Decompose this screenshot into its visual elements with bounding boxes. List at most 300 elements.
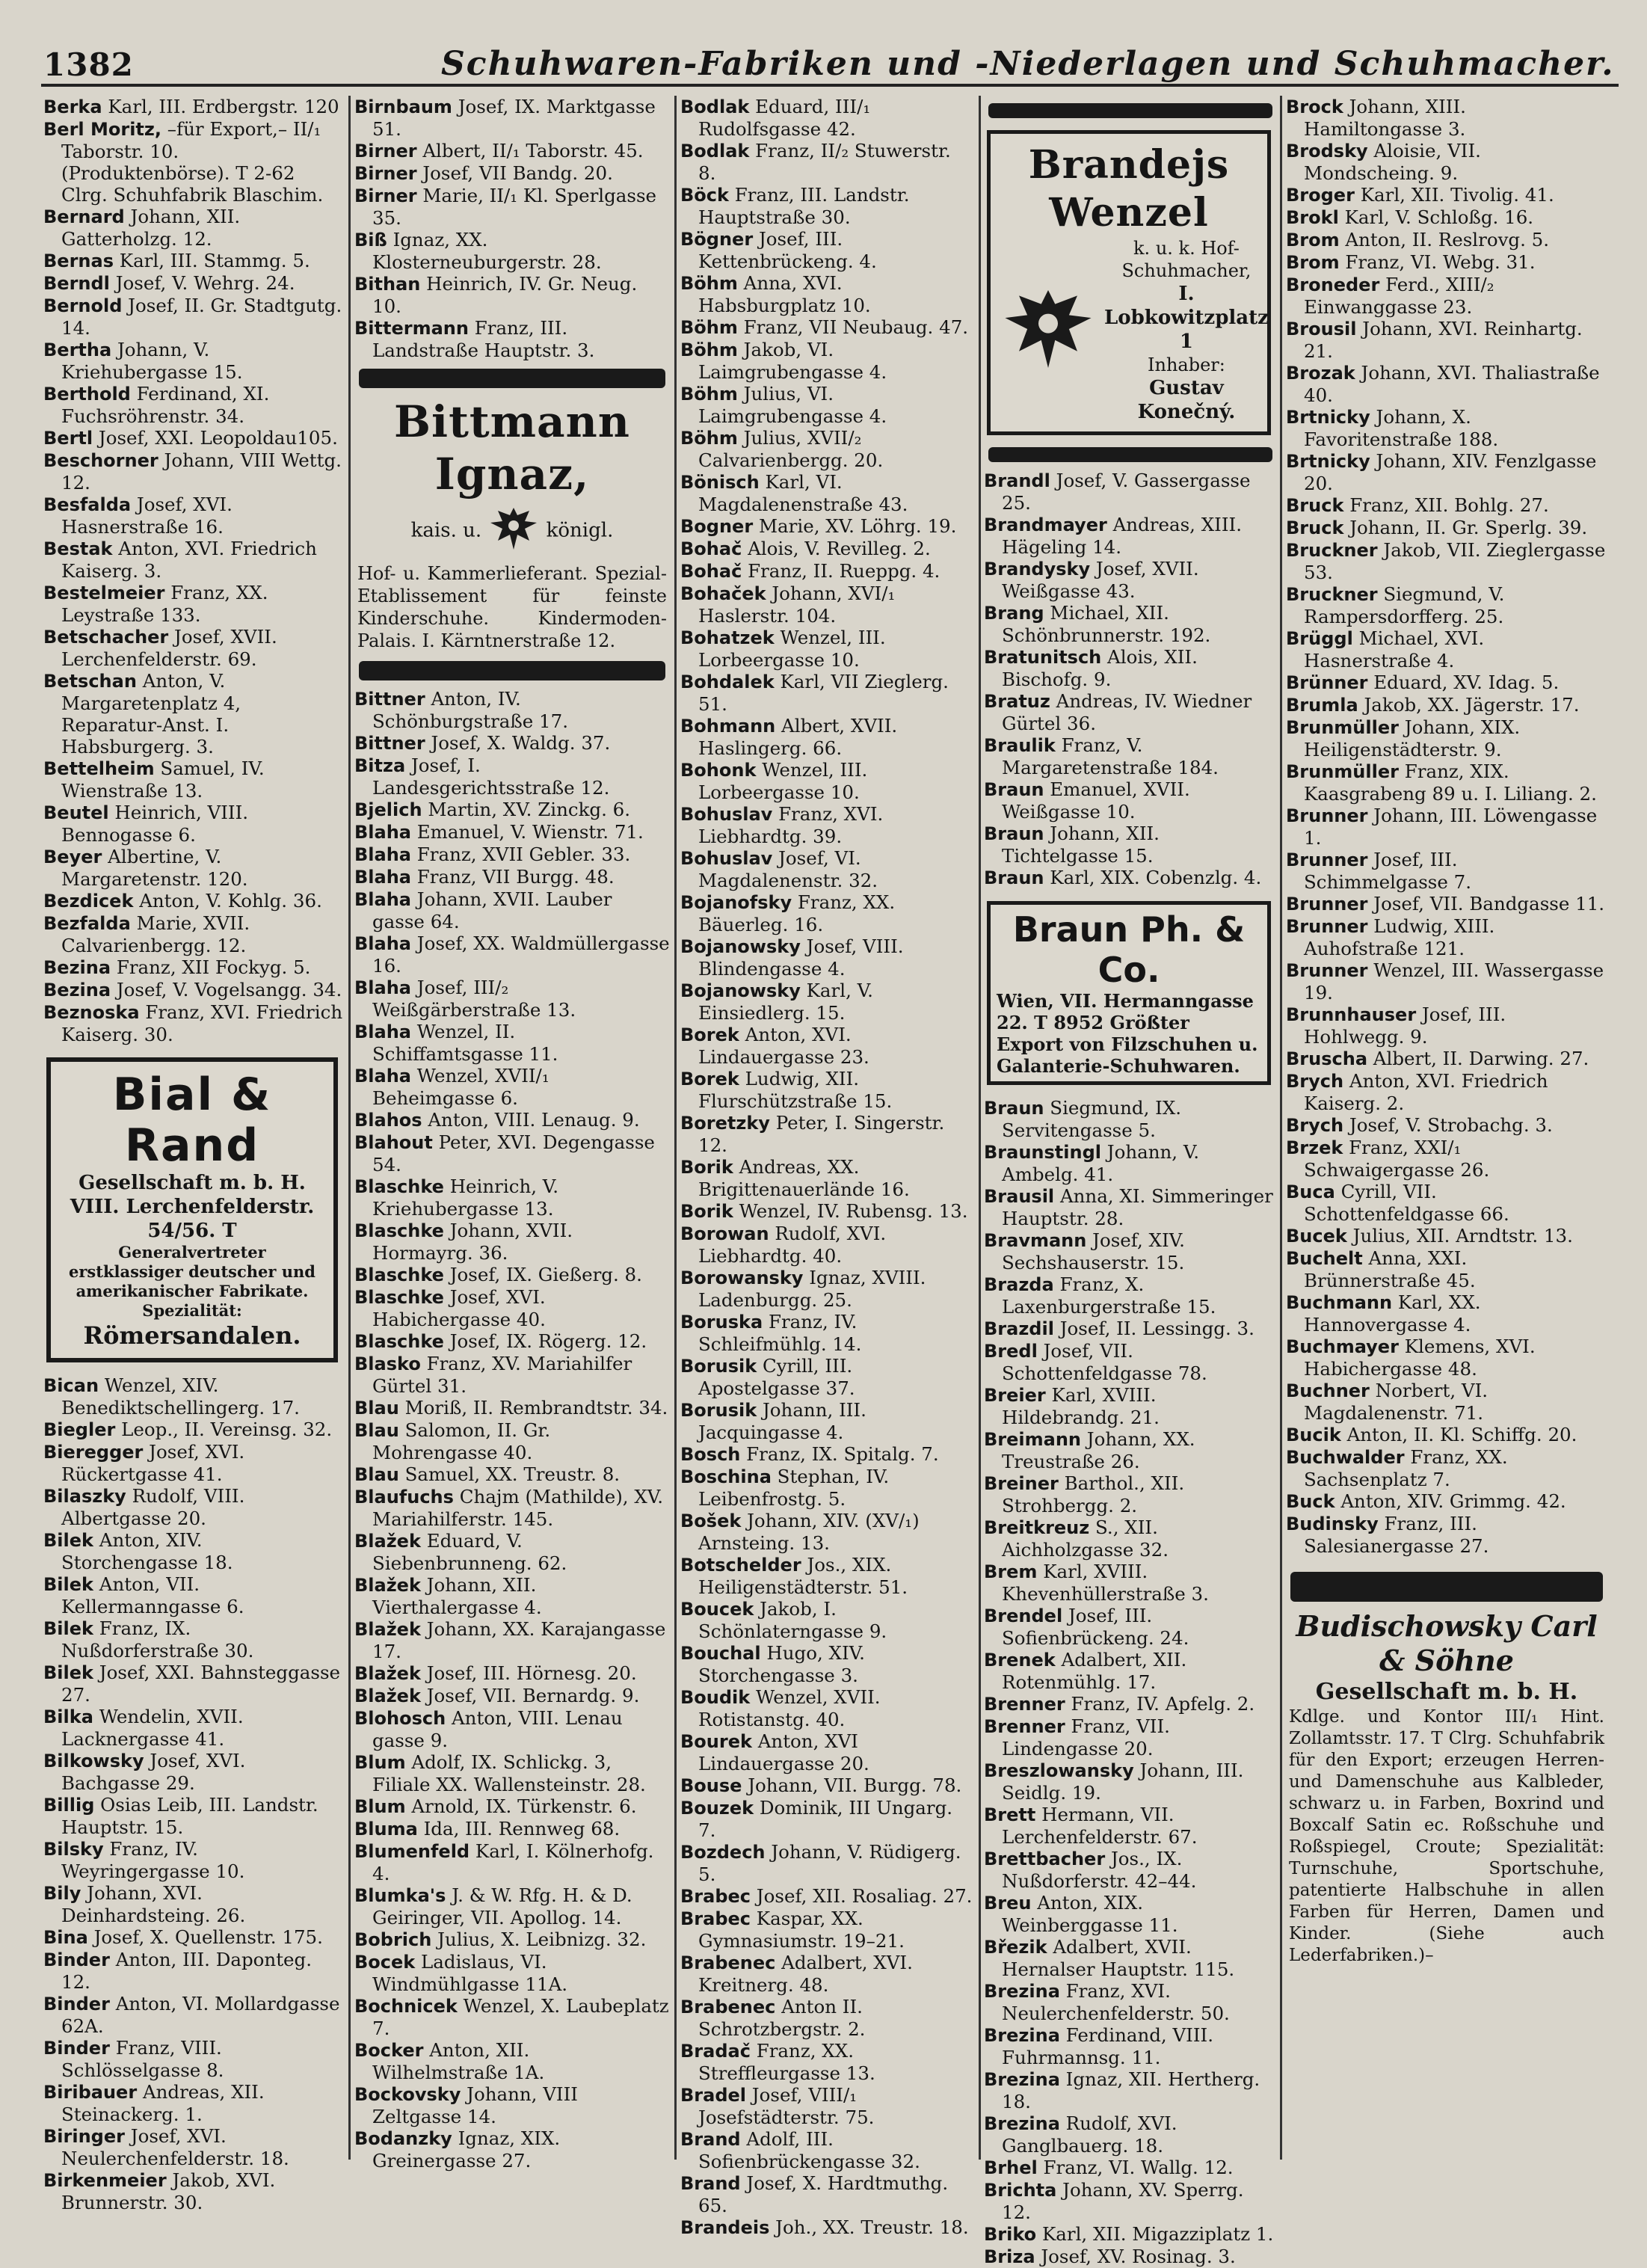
entry-name: Braun [984,779,1044,800]
directory-entry [43,1374,344,1419]
directory-entry [43,846,344,890]
entry-name: Bohdalek [680,672,775,692]
directory-entry [43,626,344,670]
directory-entry [43,2125,344,2169]
entry-address: Karl, XVIII. Khevenhüllerstraße 3. [1002,1561,1209,1605]
directory-entry [1286,1446,1607,1490]
ad-bial-line3: Generalvertreter erstklassiger deutscher und amerikanischer Fabrikate. Spezialität: [69,1243,315,1320]
directory-entry [354,2127,670,2172]
directory-entry [43,1001,344,1045]
entry-address: Karl, XX. Hannovergasse 4. [1304,1291,1481,1336]
directory-entry [1286,1114,1607,1137]
directory-entry [984,2112,1277,2157]
column-4 [984,96,1277,2267]
entry-name: Binder [43,2038,110,2059]
entry-address: Joh., XX. Treustr. 18. [769,2216,969,2238]
directory-entry [43,956,344,979]
directory-entry [680,803,973,847]
directory-entry [984,2246,1277,2268]
directory-entry [354,755,670,799]
directory-entry [984,602,1277,646]
entry-address: Johann, V. Rüdigerg. 5. [698,1841,961,1885]
directory-entry [354,1618,670,1662]
entry-name: Boschina [680,1466,772,1487]
entry-address: Julius, XVII/₂ Calvarienbergg. 20. [698,427,884,471]
entry-name: Borek [680,1069,739,1090]
entry-address: Josef, X. Quellenstr. 175. [87,1926,323,1948]
entry-address: Josef, V. Gassergasse 25. [1002,470,1251,514]
column-separator [1280,96,1282,2160]
entry-name: Brtnicky [1286,407,1370,428]
directory-entry [43,802,344,846]
entry-name: Bohmann [680,716,776,737]
entry-name: Böhm [680,339,738,360]
entry-address: Emanuel, V. Wienstr. 71. [411,821,644,843]
entry-name: Brych [1286,1071,1344,1092]
entry-name: Brezina [984,2069,1060,2090]
directory-entry [354,1818,670,1840]
entry-name: Bruckner [1286,584,1378,605]
entry-address: Josef, XXI. Leopoldau105. [93,427,338,449]
entry-address: Anton, XVI. Lindauergasse 23. [698,1024,869,1068]
directory-entry [43,2037,344,2081]
entry-name: Beznoska [43,1002,140,1023]
directory-entry [354,1707,670,1751]
entry-address: Wenzel, XVII. Rotistanstg. 40. [698,1686,881,1730]
entry-address: Norbert, VI. Magdalenenstr. 71. [1304,1380,1489,1424]
directory-entry [354,1286,670,1330]
page-number: 1382 [43,46,134,83]
entry-address: Josef, XV. Rosinag. 3. [1035,2246,1236,2267]
entry-name: Blaha [354,977,411,998]
directory-entry [1286,672,1607,694]
directory-entry [680,1399,973,1443]
entry-address: Wenzel, XVII/₁ Beheimgasse 6. [372,1065,549,1109]
entry-address: Franz, XXI/₁ Schwaigergasse 26. [1304,1137,1490,1181]
ad-bittmann-body: Hof- u. Kammerlieferant. Spezial-Etablissement für feinste Kinderschuhe. Kindermoden-Palais. I. Kärntnerstraße 12. [357,563,667,651]
column-1 [43,96,344,2213]
directory-entry [1286,1490,1607,1513]
entry-name: Bozdech [680,1842,766,1863]
entry-address: Josef, V. Strobachg. 3. [1343,1114,1553,1136]
entry-name: Böck [680,185,729,206]
entry-name: Brom [1286,252,1340,273]
entry-name: Beyer [43,846,102,867]
entry-address: Siegmund, IX. Servitengasse 5. [1002,1097,1182,1141]
directory-entry [43,1926,344,1949]
directory-entry [984,1936,1277,1980]
directory-entry [680,1598,973,1642]
entry-name: Böhm [680,317,738,338]
entry-address: Hermann, VII. Lerchenfelderstr. 67. [1002,1804,1198,1848]
entry-address: Anton, II. Reslrovg. 5. [1339,229,1550,251]
entry-address: Johann, XV. Sperrg. 12. [1002,2179,1244,2223]
ad-brandejs-name: Brandejs Wenzel [1028,142,1230,236]
entry-name: Brhel [984,2157,1038,2178]
ad-bittmann-crest-line [357,505,667,558]
entry-name: Blau [354,1464,399,1485]
entry-name: Brezina [984,2025,1060,2046]
entry-name: Bestelmeier [43,583,165,603]
entry-name: Borek [680,1024,739,1045]
directory-entry [43,757,344,802]
entry-name: Bohač [680,561,742,582]
entry-name: Bjelich [354,799,422,820]
directory-entry [680,184,973,228]
entry-address: Ludwig, XIII. Auhofstraße 121. [1304,915,1495,959]
entry-address: Johann, XVI/₁ Haslerstr. 104. [698,583,896,627]
directory-entry [1286,1225,1607,1247]
directory-entry [680,560,973,583]
entry-name: Brunner [1286,960,1368,981]
directory-entry [984,646,1277,690]
entry-address: Franz, IV. Apfelg. 2. [1065,1693,1255,1715]
ad-bittmann [357,396,667,652]
entry-address: Barthol., XII. Strohbergg. 2. [1002,1472,1185,1516]
entry-name: Brabenec [680,1997,776,2017]
entry-address: Wenzel, XIV. Benediktschellingerg. 17. [61,1374,300,1419]
directory-entry [43,538,344,582]
entry-address: Marie, II/₁ Kl. Sperlgasse 35. [372,185,657,229]
directory-entry [984,1605,1277,1649]
entry-address: Michael, XVI. Hasnerstraße 4. [1304,627,1485,672]
entry-name: Blum [354,1796,406,1817]
entry-name: Botschelder [680,1555,801,1576]
ad-brandejs-line4: Gustav Konečný. [1137,377,1236,423]
entry-address: Josef, X. Waldg. 37. [425,732,611,754]
directory-entry [354,1929,670,1951]
entry-name: Brand [680,2129,741,2150]
column-3 [680,96,973,2238]
directory-entry [680,1774,973,1797]
entry-name: Bocker [354,2040,424,2061]
entry-address: Johann, XIV. Fenzlgasse 20. [1304,450,1597,494]
directory-entry [984,1384,1277,1428]
directory-entry [680,1797,973,1841]
entry-address: Anton II. Schrotzbergstr. 2. [698,1996,866,2040]
entry-address: Anton, XIV. Grimmg. 42. [1334,1490,1566,1512]
directory-entry [354,273,670,317]
directory-entry [43,1838,344,1882]
directory-entry [680,759,973,803]
entry-name: Bican [43,1375,99,1396]
ad-bial-line2: VIII. Lerchenfelderstr. 54/56. T [70,1196,315,1242]
directory-entry [680,671,973,715]
directory-entry [680,538,973,560]
entry-name: Berthold [43,384,131,405]
entry-address: Anton, XVI. Friedrich Kaiserg. 3. [61,538,317,582]
entry-name: Brunner [1286,894,1368,915]
entry-address: Josef, IX. Marktgasse 51. [372,96,656,140]
entry-address: Rudolf, XVI. Ganglbauerg. 18. [1002,2112,1177,2157]
entry-address: Albert, II/₁ Taborstr. 45. [416,140,644,162]
entry-address: Adolf, IX. Schlickg. 3, Filiale XX. Wallensteinstr. 28. [372,1751,646,1795]
entry-address: Franz, VIII. Schlösselgasse 8. [61,2037,224,2081]
directory-entry [43,1529,344,1573]
entry-address: Karl, XII. Tivolig. 41. [1354,184,1554,206]
entry-name: Blaha [354,1021,411,1042]
entry-address: J. & W. Rfg. H. & D. Geiringer, VII. Apollog. 14. [372,1884,632,1929]
entry-address: Rudolf, XVI. Liebhardtg. 40. [698,1223,887,1267]
directory-entry [680,1024,973,1068]
directory-entry [984,1273,1277,1318]
entry-address: Karl, VI. Magdalenenstraße 43. [698,471,908,515]
directory-entry [1286,1336,1607,1380]
entry-address: Ludwig, XII. Flurschützstraße 15. [698,1068,893,1112]
entry-name: Bocek [354,1952,416,1973]
directory-entry [680,1311,973,1355]
directory-entry [680,272,973,316]
directory-entry [1286,362,1607,406]
directory-entry [354,932,670,977]
directory-entry [354,162,670,185]
directory-entry [354,2039,670,2083]
directory-entry [680,2172,973,2216]
directory-entry [43,449,344,494]
directory-entry [984,2223,1277,2246]
entry-name: Brtnicky [1286,451,1370,472]
directory-entry [354,1220,670,1264]
entry-address: Franz, X. Laxenburgerstraße 15. [1002,1273,1216,1318]
entry-address: Josef, X. Hardtmuthg. 65. [698,2172,949,2216]
ad-bial-line1: Gesellschaft m. b. H. [78,1172,306,1194]
entry-address: Josef, XVI. Bachgasse 29. [61,1750,246,1794]
entry-name: Bruckner [1286,540,1378,561]
entry-name: Bobrich [354,1929,432,1950]
directory-entry [680,1841,973,1885]
entry-name: Brandl [984,470,1050,491]
entry-name: Blau [354,1420,399,1441]
entry-address: Franz, XX. Sachsenplatz 7. [1304,1446,1508,1490]
entries-col5a [1286,96,1607,1557]
entry-address: Josef, V. Vogelsangg. 34. [111,979,342,1001]
directory-entry [354,843,670,866]
entry-name: Bittner [354,689,425,710]
directory-entry [354,732,670,755]
directory-entry [984,1561,1277,1605]
directory-entry [1286,627,1607,672]
entry-name: Borusik [680,1356,757,1377]
entry-name: Brunmüller [1286,717,1399,738]
entry-address: Marie, XV. Löhrg. 19. [753,515,957,537]
entry-address: Julius, XII. Arndtstr. 13. [1346,1225,1573,1247]
entry-address: Johann, V. Ambelg. 41. [1002,1141,1200,1185]
directory-entry [680,383,973,427]
entry-name: Borusik [680,1400,757,1421]
entry-name: Boretzky [680,1113,770,1134]
directory-entry [680,140,973,184]
directory-entry [984,470,1277,514]
directory-entry [354,1109,670,1131]
entry-address: Franz, VII Neubaug. 47. [737,316,969,338]
entry-address: Anton, III. Daponteg. 12. [61,1949,313,1993]
entry-name: Boudik [680,1687,751,1708]
entry-address: Anton, V. Kohlg. 36. [133,890,322,912]
directory-entry [984,1185,1277,1229]
directory-entry [354,1951,670,1995]
directory-entry [354,1419,670,1463]
eagle-crest-icon [1000,280,1097,381]
entry-address: Josef, XXI. Bahnsteggasse 27. [61,1662,341,1706]
entry-name: Brendel [984,1605,1063,1626]
entry-address: Karl, V. Schloßg. 16. [1338,206,1534,228]
entry-name: Berndl [43,273,110,294]
entry-address: Josef, XVII. Weißgasse 43. [1002,558,1199,602]
entry-address: Franz, XVI. Friedrich Kaiserg. 30. [61,1001,343,1045]
entry-name: Bradel [680,2085,747,2106]
entry-name: Bertl [43,428,93,449]
directory-entry [680,715,973,759]
entry-address: Anna, XI. Simmeringer Hauptstr. 28. [1002,1185,1273,1229]
entry-name: Brunnhauser [1286,1004,1417,1025]
ad-brandejs-line1: k. u. k. Hof-Schuhmacher, [1121,238,1252,281]
column-2 [354,96,670,2172]
directory-entry [1286,805,1607,849]
ad-bar [988,103,1272,118]
entry-name: Bucek [1286,1226,1347,1247]
entry-name: Birner [354,141,417,162]
entry-name: Brock [1286,96,1343,117]
entry-address: Eduard, XV. Idag. 5. [1367,672,1560,693]
directory-entry [354,866,670,888]
entry-name: Blasko [354,1353,421,1374]
entry-name: Bouse [680,1775,742,1796]
directory-entry [354,2083,670,2127]
entry-address: Adolf, III. Sofienbrückengasse 32. [698,2128,920,2172]
entry-address: Josef, XVI. Neulerchenfelderstr. 18. [61,2125,289,2169]
entry-address: Anton, VII. Kellermanngasse 6. [61,1573,244,1617]
directory-entry [43,979,344,1001]
directory-entry [354,1486,670,1530]
directory-entry [680,1642,973,1686]
entry-name: Brokl [1286,207,1339,228]
entry-address: Ida, III. Rennweg 68. [417,1818,621,1840]
entry-address: Wenzel, III. Wassergasse 19. [1304,959,1604,1004]
entry-address: Franz, II/₂ Stuwerstr. 8. [698,140,951,184]
directory-entry [984,2024,1277,2068]
entries-col2a [354,96,670,361]
entry-name: Brandysky [984,559,1091,580]
entry-address: Wenzel, IV. Rubensg. 13. [733,1200,968,1222]
entry-name: Braulik [984,735,1056,756]
directory-entry [43,1485,344,1529]
entry-name: Brumla [1286,695,1358,716]
entry-name: Bradač [680,2041,751,2062]
entry-address: Franz, III. Salesianergasse 27. [1304,1513,1489,1557]
entry-address: Wenzel, III. Lorbeergasse 10. [698,759,868,803]
directory-entry [984,1428,1277,1472]
directory-entry [984,1340,1277,1384]
entry-name: Biegler [43,1419,116,1440]
entry-address: Siegmund, V. Rampersdorfferg. 25. [1304,583,1505,627]
entry-address: Anton, XII. Wilhelmstraße 1A. [372,2039,545,2083]
directory-entry [354,1995,670,2039]
entry-name: Bilka [43,1706,93,1727]
entry-name: Binder [43,1949,110,1970]
directory-entry [1286,1048,1607,1070]
entry-name: Brausil [984,1186,1055,1207]
entry-name: Böhm [680,384,738,405]
directory-entry [680,1200,973,1223]
entry-name: Breszlowansky [984,1760,1134,1781]
entry-name: Besfalda [43,494,132,515]
entries-col1b [43,1374,344,2213]
entry-address: Jos., IX. Nußdorferstr. 42–44. [1002,1848,1197,1892]
directory-entry [1286,494,1607,517]
directory-entry [680,96,973,140]
directory-entry [680,2216,973,2239]
entry-address: Johann, II. Gr. Sperlg. 39. [1343,517,1588,538]
entry-address: Josef, VIII. Blindengasse 4. [698,935,904,980]
directory-entry [680,583,973,627]
entry-name: Bojanowsky [680,936,801,957]
directory-entry [984,1229,1277,1273]
entry-name: Borowansky [680,1267,804,1288]
entry-address: Anton, V. Margaretenplatz 4, Reparatur-Anst. I. Habsburgerg. 3. [61,670,241,757]
entry-name: Bezdicek [43,891,134,912]
directory-entry [43,1794,344,1838]
directory-entry [43,1882,344,1926]
entry-name: Brenek [984,1650,1056,1671]
entry-name: Bogner [680,516,754,537]
directory-entry [354,140,670,162]
entry-address: Josef, IX. Rögerg. 12. [443,1330,647,1352]
entry-name: Blaha [354,1066,411,1087]
entry-address: Franz, XX. Streffleurgasse 13. [698,2040,875,2084]
directory-entry [984,1715,1277,1760]
entry-name: Brazda [984,1274,1054,1295]
entries-col1a [43,96,344,1045]
directory-entry [984,690,1277,734]
directory-entry [984,1804,1277,1848]
entry-name: Blaschke [354,1264,444,1285]
column-separator [348,96,351,2160]
entry-name: Bohaček [680,583,766,604]
directory-entry [43,912,344,956]
ad-bial-rand [46,1057,338,1362]
entry-address: Johann, XIII. Hamiltongasse 3. [1304,96,1466,140]
directory-entry [354,1530,670,1574]
entry-address: Johann, X. Favoritenstraße 188. [1304,406,1499,450]
directory-entry [43,670,344,757]
directory-entry [680,1885,973,1908]
directory-entry [354,977,670,1021]
entry-name: Blaha [354,844,411,865]
directory-entry [43,890,344,912]
ad-brandejs [987,130,1271,435]
entry-address: Anton, VIII. Lenau gasse 9. [372,1707,623,1751]
directory-entry [354,1176,670,1220]
entry-address: Leop., II. Vereinsg. 32. [115,1419,333,1440]
directory-entry [680,1068,973,1112]
directory-entry [984,1472,1277,1516]
directory-entry [43,1441,344,1485]
directory-entry [984,558,1277,602]
directory-entry [354,688,670,732]
directory-entry [1286,406,1607,450]
directory-entry [1286,318,1607,362]
entry-name: Bitza [354,755,406,776]
entry-name: Berl Moritz, [43,119,161,140]
directory-entry [43,206,344,250]
entry-address: Ferd., XIII/₂ Einwanggasse 23. [1304,274,1494,318]
directory-entry [680,627,973,671]
directory-entry [43,250,344,272]
entry-address: Franz, III. Landstr. Hauptstraße 30. [698,184,910,228]
ad-braun-name: Braun Ph. & Co. [1012,909,1246,990]
directory-entry [680,1908,973,1952]
entry-address: Jakob, VI. Laimgrubengasse 4. [698,339,887,383]
